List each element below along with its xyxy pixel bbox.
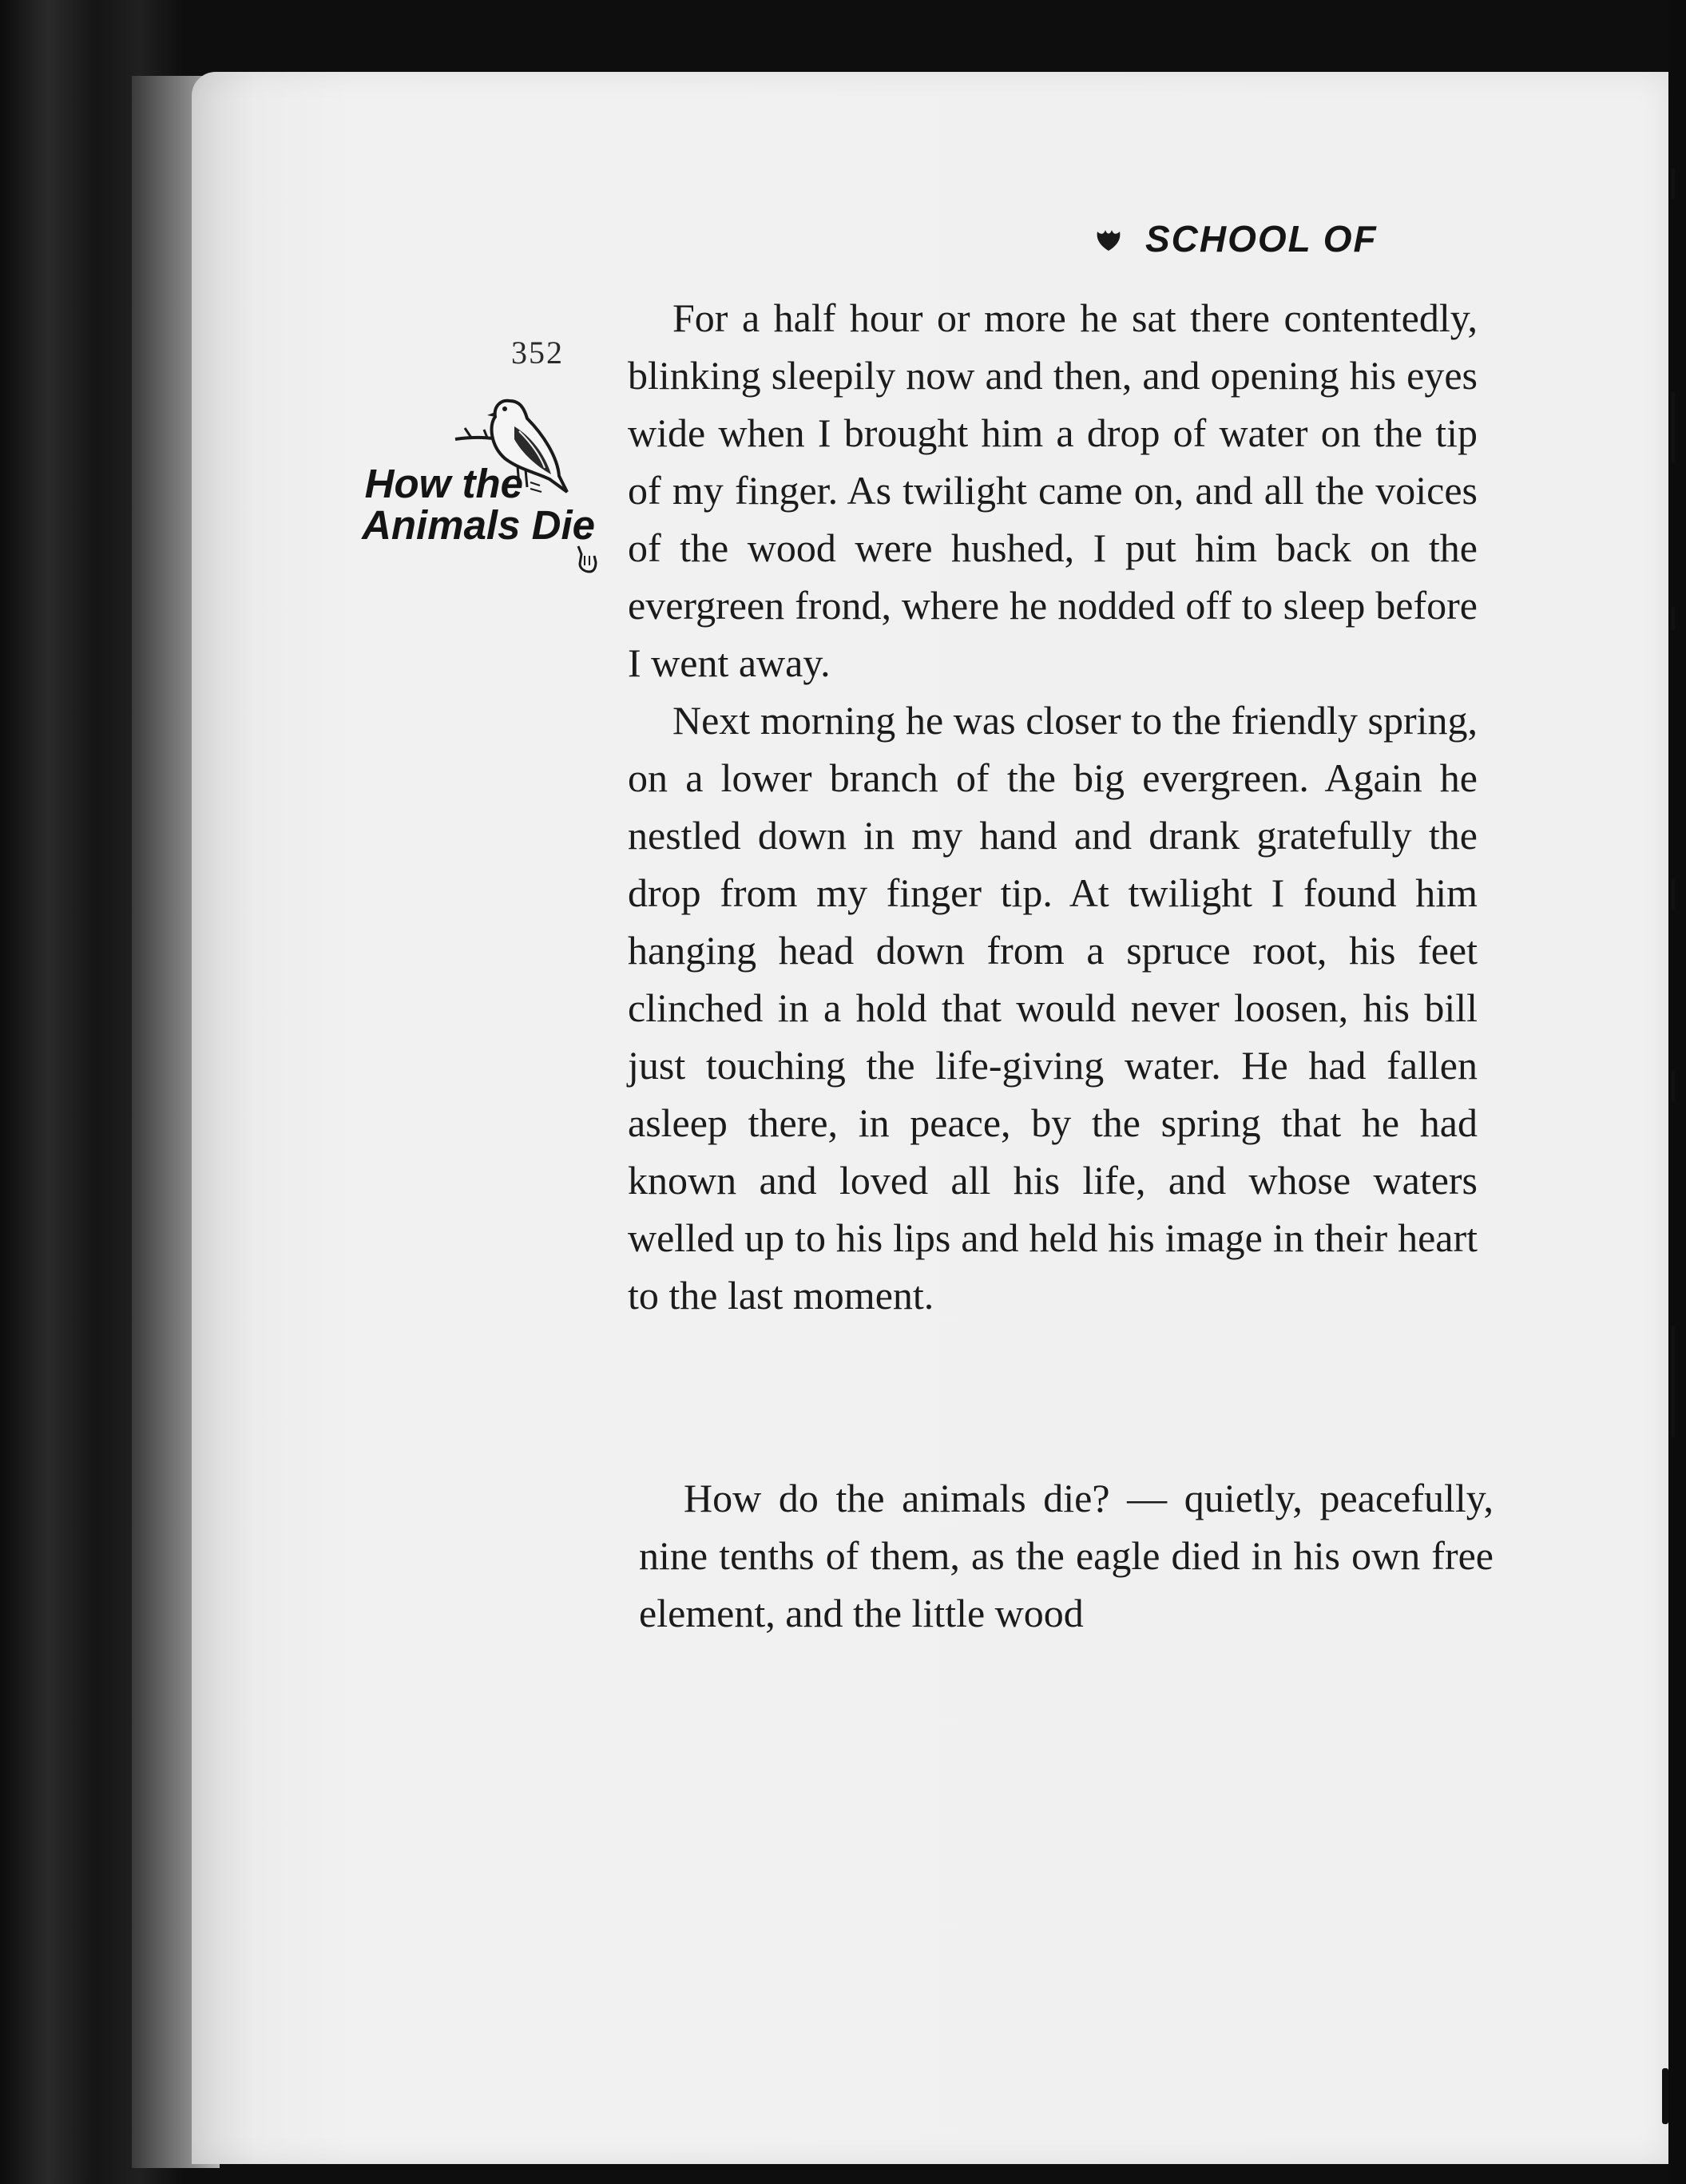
page-number: 352	[511, 335, 564, 371]
edge-mark	[1662, 2068, 1668, 2124]
body-text-bottom	[639, 1469, 1494, 1642]
pointing-hand-icon	[573, 543, 601, 575]
edge-mark	[1671, 391, 1675, 463]
margin-heading-line-2: Animals Die	[362, 502, 595, 548]
edge-mark	[1671, 607, 1675, 631]
edge-mark	[1671, 878, 1675, 910]
running-head	[1094, 217, 1378, 260]
paragraph: For a half hour or more he sat there contentedly, blinking sleepily now and then, and opening his eyes wide when I brought him a drop of water on the tip of my finger. As twilight came on, and all the voices of the wood were hushed, I put him back on the evergreen frond, where he nodded off to sleep before I went away.	[628, 295, 1478, 685]
fleuron-icon	[1094, 225, 1123, 252]
paragraph: Next morning he was closer to the friendly spring, on a lower branch of the big evergreen. Again he nestled down in my hand and drank gratefully the drop from my finger tip. At twilight I found him hanging head down from a spruce root, his feet clinched in a hold that would never loosen, his bill just touching the life-giving water. He had fallen asleep there, in peace, by the spring that he had known and loved all his life, and whose waters welled up to his lips and held his image in their heart to the last moment.	[628, 698, 1478, 1318]
running-head-title: SCHOOL OF	[1145, 218, 1378, 260]
margin-heading-line-1: How the	[364, 461, 523, 506]
edge-mark	[1671, 168, 1675, 200]
edge-mark	[1671, 1326, 1675, 1437]
body-text-top	[628, 289, 1478, 1324]
edge-mark	[1671, 1070, 1675, 1102]
paragraph: How do the animals die? — quietly, peacefully, nine tenths of them, as the eagle died in his own free element, and the little wood	[639, 1476, 1494, 1635]
margin-heading	[284, 463, 595, 546]
